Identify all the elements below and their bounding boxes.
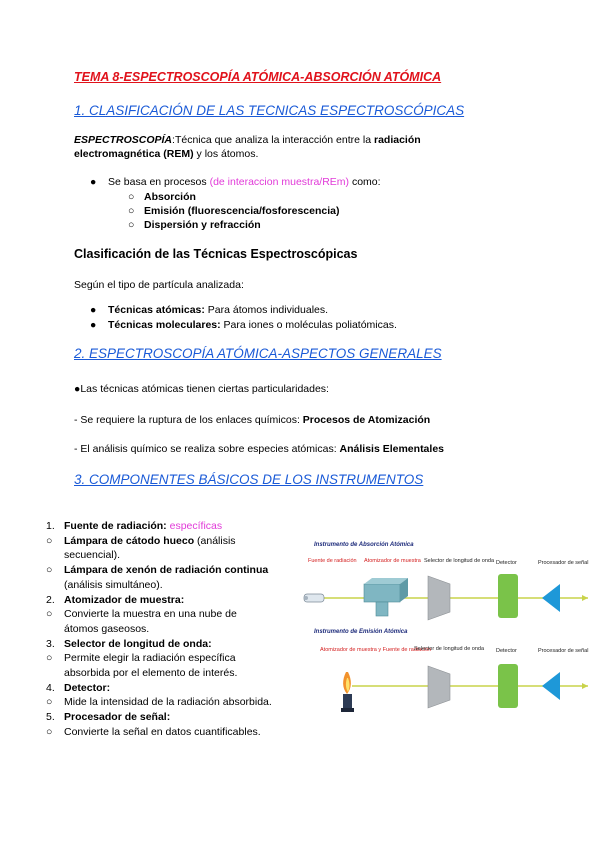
bullet-text: Se basa en procesos: [108, 176, 210, 188]
component-text: secuencial).: [64, 549, 121, 562]
component-bold: Fuente de radiación:: [64, 520, 167, 532]
atomizer-icon: [364, 578, 408, 616]
sec2-line-2: [74, 413, 430, 427]
section-3-heading: 3. COMPONENTES BÁSICOS DE LOS INSTRUMENTOS: [74, 472, 424, 487]
sec2-line-2-text: - Se requiere la ruptura de los enlaces químicos:: [74, 414, 303, 426]
em-label-detector: Detector: [496, 648, 517, 654]
instruments-diagram: [292, 522, 592, 722]
abs-detector-icon: [498, 574, 518, 618]
abs-label-detector: Detector: [496, 560, 517, 566]
definition-bold: radiación: [373, 134, 421, 146]
em-beam-arrow: [582, 683, 588, 689]
component-text: Convierte la muestra en una nube de: [64, 608, 237, 621]
process-item: Emisión (fluorescencia/fosforescencia): [144, 205, 340, 217]
em-instrument-title: Instrumento de Emisión Atómica: [314, 629, 408, 635]
type-bold: Técnicas moleculares:: [108, 319, 221, 331]
component-text: Mide la intensidad de la radiación absorbida.: [64, 696, 272, 709]
process-item: Absorción: [144, 191, 196, 203]
classification-intro: Según el tipo de partícula analizada:: [74, 279, 244, 291]
em-signal-processor-icon: [542, 672, 560, 700]
components-list: 1. Fuente de radiación: específicas ○ Lámpara de cátodo hueco (análisis secuencial). ○ Lámpara de xenón de radiación continua (análisis simultáneo). 2. Atomizador de muestra: ○ Convierte la muestra en una nube de átomos gaseosos. 3. Selector de longitud de onda: ○ Permite elegir la radiación específica absorbida por el elemento de interés. 4. Detector: ○ Mide la intensidad de la radiación absorbida. 5. Procesador de señal: ○ Convierte la señal en datos cuantificables.: [46, 520, 272, 738]
section-2-heading: 2. ESPECTROSCOPÍA ATÓMICA-ASPECTOS GENERALES: [74, 346, 442, 361]
types-list: ● Técnicas atómicas: Para átomos individuales. ● Técnicas moleculares: Para iones o moléculas poliatómicas.: [90, 304, 397, 331]
sec2-line-3: [74, 442, 444, 456]
component-text: (análisis: [194, 534, 236, 547]
hollow-cathode-lamp-icon: [304, 594, 324, 602]
document-title: TEMA 8-ESPECTROSCOPÍA ATÓMICA-ABSORCIÓN ATÓMICA: [74, 70, 442, 84]
sec2-line-3-text: - El análisis químico se realiza sobre especies atómicas:: [74, 443, 340, 455]
definition-text: :Técnica que analiza la interacción entre la: [172, 134, 374, 146]
sec2-line-2-bold: Procesos de Atomización: [302, 414, 431, 426]
component-text: Permite elegir la radiación específica: [64, 652, 236, 665]
component-text: (análisis simultáneo).: [64, 578, 163, 591]
definition-bold-2: electromagnética (REM): [74, 148, 194, 160]
process-item: Dispersión y refracción: [144, 219, 261, 231]
component-bold: Detector:: [64, 681, 111, 694]
definition-paragraph: [74, 133, 421, 161]
type-bold: Técnicas atómicas:: [108, 304, 205, 316]
em-label-processor: Procesador de señal: [538, 648, 589, 654]
abs-label-processor: Procesador de señal: [538, 560, 589, 566]
component-bold: Lámpara de cátodo hueco: [64, 534, 195, 547]
component-text: átomos gaseosos.: [64, 622, 150, 635]
em-wavelength-selector-icon: [428, 666, 450, 708]
component-bold: Lámpara de xenón de radiación continua: [64, 564, 269, 577]
abs-label-source: Fuente de radiación: [308, 558, 357, 564]
definition-term: ESPECTROSCOPÍA: [74, 134, 173, 146]
bullet-pink-text: (de interaccion muestra/REm): [209, 176, 350, 188]
type-text: Para iones o moléculas poliatómicas.: [220, 319, 397, 331]
em-detector-icon: [498, 664, 518, 708]
component-text: Convierte la señal en datos cuantificables.: [64, 725, 261, 738]
section-1-heading: 1. CLASIFICACIÓN DE LAS TECNICAS ESPECTROSCÓPICAS: [74, 103, 465, 118]
component-bold: Atomizador de muestra:: [64, 593, 185, 606]
abs-instrument-title: Instrumento de Absorción Atómica: [314, 542, 414, 548]
abs-label-atomizer: Atomizador de muestra: [364, 558, 421, 564]
subheading: Clasificación de las Técnicas Espectroscópicas: [74, 247, 358, 261]
bullet-text-2: como:: [349, 176, 381, 188]
abs-label-selector: Selector de longitud de onda: [424, 558, 495, 564]
abs-signal-processor-icon: [542, 584, 560, 612]
processes-list: ○ Absorción ○ Emisión (fluorescencia/fosforescencia) ○ Dispersión y refracción: [128, 191, 340, 231]
sec2-line-1: ●Las técnicas atómicas tienen ciertas particularidades:: [74, 383, 329, 395]
component-bold: Selector de longitud de onda:: [64, 637, 212, 650]
component-pink: específicas: [169, 520, 223, 532]
type-text: Para átomos individuales.: [204, 304, 329, 316]
component-text: absorbida por el elemento de interés.: [64, 667, 238, 680]
definition-text-2: y los átomos.: [193, 148, 259, 160]
em-label-selector: Selector de longitud de onda: [414, 646, 485, 652]
em-label-atomizer-source: Atomizador de muestra y Fuente de radiación: [320, 647, 432, 653]
abs-beam-arrow: [582, 595, 588, 601]
processes-bullet: ● Se basa en procesos (de interaccion muestra/REm) como:: [90, 176, 381, 188]
flame-atomizer-icon: [341, 672, 354, 712]
abs-wavelength-selector-icon: [428, 576, 450, 620]
sec2-line-3-bold: Análisis Elementales: [339, 443, 444, 455]
component-bold: Procesador de señal:: [64, 711, 171, 724]
